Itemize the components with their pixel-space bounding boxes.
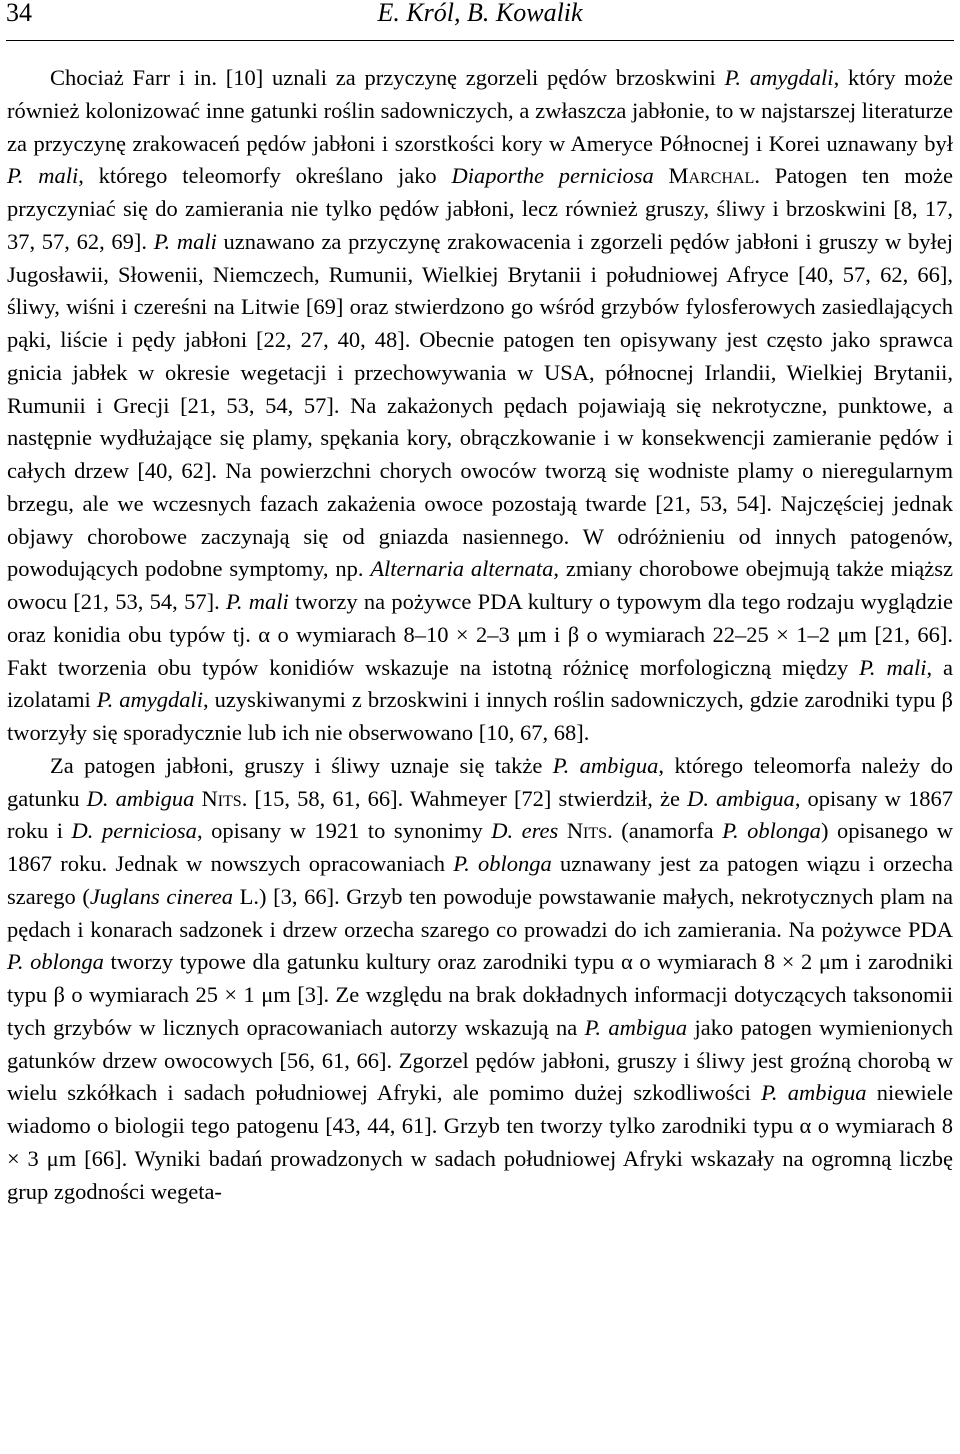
author-name: Marchal [668,163,755,189]
species-name: P. amygdali [96,687,203,713]
text-run: tworzy typowe dla gatunku kultury oraz zarodniki typu α o wymiarach 8 × 2 μm i zarodniki typu β o wymiarach 25 × 1 μm [3]. Ze względu na brak dokładnych informacji dotyczących taksonomii tych grzybów w licznych opracowaniach autorzy wskazują na [7,949,953,1040]
text-run: , opisany w 1867 roku i [7,785,954,844]
paragraph-2 [7,750,953,1209]
paragraph-1 [7,62,953,750]
text-run: , którego teleomorfa należy do gatunku [7,752,954,811]
text-run: uznawany jest za patogen wiązu i orzecha szarego ( [7,851,953,909]
text-run: , uzyskiwanymi z brzoskwini i innych roślin sadowniczych, gdzie zarodniki typu β tworzyły się sporadycznie lub ich nie obserwowano [10, 67, 68]. [7,687,953,745]
species-name: P. mali [153,228,217,254]
species-name: D. eres [491,818,559,844]
species-name: P. mali [7,163,79,189]
text-run: , a izolatami [7,654,953,713]
text-run: Chociaż Farr i in. [10] uznali za przyczynę zgorzeli pędów brzoskwini [50,65,725,90]
species-name: P. amygdali [724,65,834,90]
text-run [558,818,567,843]
text-run: tworzy na pożywce PDA kultury o typowym dla tego rodzaju wyglądzie oraz konidia obu typów tj. α o wymiarach 8–10 × 2–3 μm i β o wymiarach 22–25 × 1–2 μm [21, 66]. Fakt tworzenia obu typów konidiów wskazuje na istotną różnicę morfologiczną między [7,589,953,680]
species-name: P. oblonga [722,818,821,844]
page-number: 34 [6,0,32,27]
text-run: jako patogen wymienionych gatunków drzew owocowych [56, 61, 66]. Zgorzel pędów jabłoni, gruszy i śliwy jest groźną chorobą w wielu szkółkach i sadach południowej Afryki, ale pomimo dużej szkodliwości [7,1014,953,1106]
page-header [6,0,954,41]
species-name: P. oblonga [453,851,552,876]
article-body [7,62,953,1208]
text-run [654,163,669,188]
text-run: uznawano za przyczynę zrakowacenia i zgorzeli pędów jabłoni i gruszy w byłej Jugosławii, Słowenii, Niemczech, Rumunii, Wielkiej Brytanii i południowej Afryce [40, 57, 62, 66], śliwy, wiśni i czereśni na Litwie [69] oraz stwierdzono go wśród grzybów fylosferowych zasiedlających pąki, liście i pędy jabłoni [22, 27, 40, 48]. Obecnie patogen ten opisywany jest często jako sprawca gnicia jabłek w okresie wegetacji i przechowywania w USA, północnej Irlandii, Wielkiej Brytanii, Rumunii i Grecji [21, 53, 54, 57]. Na zakażonych pędach pojawiają się nekrotyczne, punktowe, a następnie wydłużające się plamy, spękania kory, obrączkowanie i w konsekwencji zamieranie pędów i całych drzew [40, 62]. Na powierzchni chorych owoców tworzą się wodniste plamy o nieregularnym brzegu, ale we wczesnych fazach zakażenia owoce pozostają twarde [21, 53, 54]. Najczęściej jednak objawy chorobowe zaczynają się od gniazda nasiennego. W odróżnieniu od innych patogenów, powodujących podobne symptomy, np. [7,228,953,582]
text-run: , który może również kolonizować inne gatunki roślin sadowniczych, a zwłaszcza jabłonie, to w najstarszej literaturze za przyczynę zrakowaceń pędów jabłoni i szorstkości kory w Ameryce Północnej i Korei uznawany był [7,65,953,156]
text-run: . (anamorfa [607,818,723,844]
text-run: . [15, 58, 61, 66]. Wahmeyer [72] stwierdził, że [241,785,688,811]
text-run: ) opisanego w 1867 roku. Jednak w nowszych opracowaniach [7,818,953,876]
species-name: D. ambigua [86,785,195,811]
text-run: Za patogen jabłoni, gruszy i śliwy uznaje się także [50,752,553,778]
text-run: , zmiany chorobowe obejmują także miąższ owocu [21, 53, 54, 57]. [7,556,953,614]
author-name: Nits [566,818,608,844]
text-run: . Patogen ten może przyczyniać się do zamierania nie tylko pędów jabłoni, lecz również gruszy, śliwy i brzoskwini [8, 17, 37, 57, 62, 69]. [7,163,954,254]
running-title: E. Król, B. Kowalik [377,0,583,27]
text-run: , opisany w 1921 to synonimy [196,818,492,844]
species-name: P. mali [859,654,927,680]
text-run: niewiele wiadomo o biologii tego patogenu [43, 44, 61]. Grzyb ten tworzy tylko zarodniki typu α o wymiarach 8 × 3 μm [66]. Wyniki badań prowadzonych w sadach południowej Afryki wskazały na ogromną liczbę grup zgodności wegeta- [7,1080,953,1204]
species-name: P. ambigua [552,752,659,778]
species-name: Juglans cinerea [89,883,234,909]
species-name: P. ambigua [584,1014,688,1040]
text-run: , którego teleomorfy określano jako [78,163,452,189]
author-name: Nits [201,785,242,811]
species-name: Diaporthe perniciosa [451,163,654,189]
species-name: P. mali [226,589,289,614]
species-name: P. ambigua [761,1080,867,1106]
species-name: D. perniciosa [71,818,197,844]
species-name: P. oblonga [7,949,104,975]
species-name: D. ambigua [687,785,795,811]
species-name: Alternaria alternata [370,556,554,582]
text-run: L.) [3, 66]. Grzyb ten powoduje powstawanie małych, nekrotycznych plam na pędach i konarach sadzonek i drzew orzecha szarego co prowadzi do ich zamierania. Na pożywce PDA [7,883,953,942]
